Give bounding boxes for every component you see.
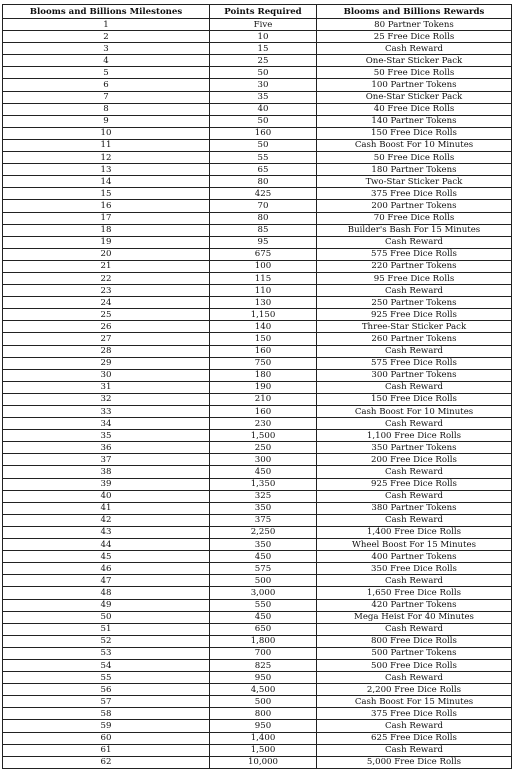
points-cell: 85 xyxy=(210,224,317,236)
milestone-cell: 17 xyxy=(3,212,210,224)
milestone-cell: 36 xyxy=(3,442,210,454)
milestone-cell: 49 xyxy=(3,599,210,611)
reward-cell: 375 Free Dice Rolls xyxy=(317,188,512,200)
reward-cell: Two-Star Sticker Pack xyxy=(317,176,512,188)
table-row xyxy=(3,406,512,418)
table-row xyxy=(3,333,512,345)
milestone-cell: 61 xyxy=(3,744,210,756)
table-row xyxy=(3,478,512,490)
table-row xyxy=(3,188,512,200)
reward-cell: 350 Partner Tokens xyxy=(317,442,512,454)
table-row xyxy=(3,611,512,623)
points-cell: 190 xyxy=(210,381,317,393)
milestone-cell: 9 xyxy=(3,115,210,127)
reward-cell: Cash Reward xyxy=(317,575,512,587)
milestone-cell: 52 xyxy=(3,635,210,647)
table-row xyxy=(3,164,512,176)
table-row xyxy=(3,575,512,587)
table-row xyxy=(3,103,512,115)
milestone-cell: 47 xyxy=(3,575,210,587)
points-cell: 1,400 xyxy=(210,732,317,744)
reward-cell: 500 Free Dice Rolls xyxy=(317,659,512,671)
table-row xyxy=(3,381,512,393)
table-row xyxy=(3,696,512,708)
reward-cell: Cash Reward xyxy=(317,466,512,478)
table-row xyxy=(3,152,512,164)
milestone-cell: 8 xyxy=(3,103,210,115)
points-cell: 425 xyxy=(210,188,317,200)
milestone-cell: 46 xyxy=(3,563,210,575)
reward-cell: One-Star Sticker Pack xyxy=(317,91,512,103)
milestone-cell: 1 xyxy=(3,19,210,31)
reward-cell: 80 Partner Tokens xyxy=(317,19,512,31)
milestone-cell: 28 xyxy=(3,345,210,357)
table-row xyxy=(3,321,512,333)
table-row xyxy=(3,43,512,55)
table-row xyxy=(3,91,512,103)
milestone-cell: 22 xyxy=(3,272,210,284)
reward-cell: Cash Boost For 10 Minutes xyxy=(317,406,512,418)
reward-cell: 575 Free Dice Rolls xyxy=(317,357,512,369)
milestone-cell: 20 xyxy=(3,248,210,260)
reward-cell: 180 Partner Tokens xyxy=(317,164,512,176)
points-cell: 4,500 xyxy=(210,684,317,696)
table-row xyxy=(3,720,512,732)
points-cell: 80 xyxy=(210,176,317,188)
points-cell: 250 xyxy=(210,442,317,454)
points-cell: 130 xyxy=(210,297,317,309)
points-cell: 1,350 xyxy=(210,478,317,490)
table-row xyxy=(3,285,512,297)
milestone-cell: 60 xyxy=(3,732,210,744)
points-cell: 160 xyxy=(210,127,317,139)
points-cell: 575 xyxy=(210,563,317,575)
reward-cell: 400 Partner Tokens xyxy=(317,551,512,563)
milestone-cell: 42 xyxy=(3,514,210,526)
table-row xyxy=(3,684,512,696)
milestone-cell: 41 xyxy=(3,502,210,514)
milestone-cell: 3 xyxy=(3,43,210,55)
points-cell: 450 xyxy=(210,466,317,478)
milestone-cell: 50 xyxy=(3,611,210,623)
reward-cell: 70 Free Dice Rolls xyxy=(317,212,512,224)
points-cell: 50 xyxy=(210,115,317,127)
points-cell: 825 xyxy=(210,659,317,671)
table-row xyxy=(3,539,512,551)
milestone-cell: 55 xyxy=(3,672,210,684)
points-cell: 2,250 xyxy=(210,526,317,538)
table-row xyxy=(3,418,512,430)
points-cell: 50 xyxy=(210,67,317,79)
points-cell: 800 xyxy=(210,708,317,720)
table-row xyxy=(3,502,512,514)
reward-cell: Cash Reward xyxy=(317,236,512,248)
table-row xyxy=(3,551,512,563)
points-cell: 550 xyxy=(210,599,317,611)
points-cell: 15 xyxy=(210,43,317,55)
reward-cell: 925 Free Dice Rolls xyxy=(317,478,512,490)
points-cell: 150 xyxy=(210,333,317,345)
milestone-cell: 48 xyxy=(3,587,210,599)
table-row xyxy=(3,587,512,599)
reward-cell: Cash Reward xyxy=(317,285,512,297)
reward-cell: 100 Partner Tokens xyxy=(317,79,512,91)
points-cell: 210 xyxy=(210,393,317,405)
points-cell: 675 xyxy=(210,248,317,260)
points-cell: 160 xyxy=(210,345,317,357)
reward-cell: 150 Free Dice Rolls xyxy=(317,393,512,405)
milestone-cell: 37 xyxy=(3,454,210,466)
reward-cell: One-Star Sticker Pack xyxy=(317,55,512,67)
points-cell: 500 xyxy=(210,696,317,708)
points-cell: 180 xyxy=(210,369,317,381)
milestone-cell: 58 xyxy=(3,708,210,720)
milestone-cell: 33 xyxy=(3,406,210,418)
milestone-cell: 51 xyxy=(3,623,210,635)
milestone-cell: 45 xyxy=(3,551,210,563)
points-cell: 55 xyxy=(210,152,317,164)
points-cell: 950 xyxy=(210,720,317,732)
milestone-cell: 10 xyxy=(3,127,210,139)
points-cell: 10 xyxy=(210,31,317,43)
milestone-cell: 25 xyxy=(3,309,210,321)
reward-cell: Cash Reward xyxy=(317,490,512,502)
points-cell: 350 xyxy=(210,539,317,551)
table-row xyxy=(3,708,512,720)
table-row xyxy=(3,599,512,611)
reward-cell: 1,100 Free Dice Rolls xyxy=(317,430,512,442)
points-cell: 1,500 xyxy=(210,430,317,442)
table-row xyxy=(3,635,512,647)
points-cell: 160 xyxy=(210,406,317,418)
table-row xyxy=(3,212,512,224)
milestone-cell: 11 xyxy=(3,139,210,151)
table-row xyxy=(3,236,512,248)
reward-cell: Three-Star Sticker Pack xyxy=(317,321,512,333)
milestone-cell: 43 xyxy=(3,526,210,538)
points-cell: 70 xyxy=(210,200,317,212)
reward-cell: 380 Partner Tokens xyxy=(317,502,512,514)
reward-cell: Cash Reward xyxy=(317,345,512,357)
points-cell: 350 xyxy=(210,502,317,514)
table-row xyxy=(3,67,512,79)
milestone-cell: 53 xyxy=(3,647,210,659)
points-cell: 375 xyxy=(210,514,317,526)
points-cell: 1,800 xyxy=(210,635,317,647)
table-row xyxy=(3,115,512,127)
reward-cell: 50 Free Dice Rolls xyxy=(317,67,512,79)
reward-cell: Cash Reward xyxy=(317,381,512,393)
reward-cell: 50 Free Dice Rolls xyxy=(317,152,512,164)
table-row xyxy=(3,176,512,188)
reward-cell: 2,200 Free Dice Rolls xyxy=(317,684,512,696)
milestone-cell: 54 xyxy=(3,659,210,671)
table-row xyxy=(3,369,512,381)
milestone-cell: 32 xyxy=(3,393,210,405)
points-cell: 140 xyxy=(210,321,317,333)
table-row xyxy=(3,272,512,284)
table-row xyxy=(3,139,512,151)
milestone-cell: 21 xyxy=(3,260,210,272)
milestone-cell: 5 xyxy=(3,67,210,79)
reward-cell: 220 Partner Tokens xyxy=(317,260,512,272)
milestones-sheet xyxy=(2,4,511,769)
milestones-table xyxy=(2,4,512,769)
table-row xyxy=(3,490,512,502)
reward-cell: Cash Boost For 10 Minutes xyxy=(317,139,512,151)
table-row xyxy=(3,345,512,357)
points-cell: 950 xyxy=(210,672,317,684)
table-row xyxy=(3,127,512,139)
table-row xyxy=(3,224,512,236)
milestone-cell: 35 xyxy=(3,430,210,442)
milestone-cell: 4 xyxy=(3,55,210,67)
reward-cell: 5,000 Free Dice Rolls xyxy=(317,756,512,768)
milestone-cell: 31 xyxy=(3,381,210,393)
reward-cell: 375 Free Dice Rolls xyxy=(317,708,512,720)
reward-cell: Cash Reward xyxy=(317,720,512,732)
reward-cell: Cash Reward xyxy=(317,43,512,55)
table-row xyxy=(3,200,512,212)
milestone-cell: 18 xyxy=(3,224,210,236)
table-row xyxy=(3,260,512,272)
milestone-cell: 34 xyxy=(3,418,210,430)
milestone-cell: 14 xyxy=(3,176,210,188)
table-row xyxy=(3,623,512,635)
reward-cell: 200 Partner Tokens xyxy=(317,200,512,212)
milestone-cell: 23 xyxy=(3,285,210,297)
points-cell: 100 xyxy=(210,260,317,272)
milestone-cell: 13 xyxy=(3,164,210,176)
milestone-cell: 12 xyxy=(3,152,210,164)
reward-cell: 150 Free Dice Rolls xyxy=(317,127,512,139)
table-row xyxy=(3,357,512,369)
points-cell: 1,500 xyxy=(210,744,317,756)
reward-cell: Cash Reward xyxy=(317,744,512,756)
table-row xyxy=(3,732,512,744)
reward-cell: 250 Partner Tokens xyxy=(317,297,512,309)
table-row xyxy=(3,55,512,67)
points-cell: 35 xyxy=(210,91,317,103)
reward-cell: Cash Reward xyxy=(317,672,512,684)
milestone-cell: 30 xyxy=(3,369,210,381)
milestone-cell: 57 xyxy=(3,696,210,708)
milestone-cell: 40 xyxy=(3,490,210,502)
table-row xyxy=(3,430,512,442)
reward-cell: 575 Free Dice Rolls xyxy=(317,248,512,260)
points-cell: 80 xyxy=(210,212,317,224)
header-milestone: Blooms and Billions Milestones xyxy=(3,5,210,19)
table-row xyxy=(3,647,512,659)
milestone-cell: 56 xyxy=(3,684,210,696)
table-row xyxy=(3,248,512,260)
points-cell: 300 xyxy=(210,454,317,466)
points-cell: 450 xyxy=(210,611,317,623)
milestone-cell: 59 xyxy=(3,720,210,732)
header-reward: Blooms and Billions Rewards xyxy=(317,5,512,19)
reward-cell: 40 Free Dice Rolls xyxy=(317,103,512,115)
milestone-cell: 39 xyxy=(3,478,210,490)
reward-cell: 420 Partner Tokens xyxy=(317,599,512,611)
reward-cell: Cash Reward xyxy=(317,623,512,635)
milestone-cell: 44 xyxy=(3,539,210,551)
reward-cell: 625 Free Dice Rolls xyxy=(317,732,512,744)
reward-cell: Wheel Boost For 15 Minutes xyxy=(317,539,512,551)
milestone-cell: 27 xyxy=(3,333,210,345)
reward-cell: 140 Partner Tokens xyxy=(317,115,512,127)
points-cell: Five xyxy=(210,19,317,31)
reward-cell: 300 Partner Tokens xyxy=(317,369,512,381)
points-cell: 50 xyxy=(210,139,317,151)
table-row xyxy=(3,442,512,454)
points-cell: 115 xyxy=(210,272,317,284)
table-row xyxy=(3,659,512,671)
table-row xyxy=(3,563,512,575)
milestone-cell: 26 xyxy=(3,321,210,333)
points-cell: 95 xyxy=(210,236,317,248)
milestone-cell: 19 xyxy=(3,236,210,248)
reward-cell: Cash Reward xyxy=(317,514,512,526)
table-body xyxy=(3,19,512,769)
reward-cell: Cash Reward xyxy=(317,418,512,430)
milestone-cell: 29 xyxy=(3,357,210,369)
points-cell: 500 xyxy=(210,575,317,587)
points-cell: 3,000 xyxy=(210,587,317,599)
header-row xyxy=(3,5,512,19)
points-cell: 40 xyxy=(210,103,317,115)
milestone-cell: 24 xyxy=(3,297,210,309)
reward-cell: Cash Boost For 15 Minutes xyxy=(317,696,512,708)
table-row xyxy=(3,756,512,768)
table-row xyxy=(3,393,512,405)
milestone-cell: 15 xyxy=(3,188,210,200)
table-row xyxy=(3,672,512,684)
points-cell: 65 xyxy=(210,164,317,176)
milestone-cell: 62 xyxy=(3,756,210,768)
table-row xyxy=(3,454,512,466)
reward-cell: 95 Free Dice Rolls xyxy=(317,272,512,284)
reward-cell: 800 Free Dice Rolls xyxy=(317,635,512,647)
points-cell: 110 xyxy=(210,285,317,297)
milestone-cell: 38 xyxy=(3,466,210,478)
reward-cell: 500 Partner Tokens xyxy=(317,647,512,659)
points-cell: 30 xyxy=(210,79,317,91)
points-cell: 750 xyxy=(210,357,317,369)
header-points: Points Required xyxy=(210,5,317,19)
points-cell: 450 xyxy=(210,551,317,563)
reward-cell: 25 Free Dice Rolls xyxy=(317,31,512,43)
points-cell: 25 xyxy=(210,55,317,67)
table-row xyxy=(3,79,512,91)
reward-cell: Builder's Bash For 15 Minutes xyxy=(317,224,512,236)
table-row xyxy=(3,309,512,321)
table-row xyxy=(3,466,512,478)
table-row xyxy=(3,514,512,526)
milestone-cell: 7 xyxy=(3,91,210,103)
points-cell: 700 xyxy=(210,647,317,659)
table-row xyxy=(3,526,512,538)
table-row xyxy=(3,744,512,756)
milestone-cell: 6 xyxy=(3,79,210,91)
reward-cell: 1,650 Free Dice Rolls xyxy=(317,587,512,599)
reward-cell: 200 Free Dice Rolls xyxy=(317,454,512,466)
table-row xyxy=(3,31,512,43)
table-row xyxy=(3,19,512,31)
table-row xyxy=(3,297,512,309)
reward-cell: 1,400 Free Dice Rolls xyxy=(317,526,512,538)
reward-cell: 350 Free Dice Rolls xyxy=(317,563,512,575)
points-cell: 10,000 xyxy=(210,756,317,768)
reward-cell: 260 Partner Tokens xyxy=(317,333,512,345)
milestone-cell: 16 xyxy=(3,200,210,212)
reward-cell: Mega Heist For 40 Minutes xyxy=(317,611,512,623)
points-cell: 650 xyxy=(210,623,317,635)
points-cell: 1,150 xyxy=(210,309,317,321)
points-cell: 230 xyxy=(210,418,317,430)
milestone-cell: 2 xyxy=(3,31,210,43)
points-cell: 325 xyxy=(210,490,317,502)
reward-cell: 925 Free Dice Rolls xyxy=(317,309,512,321)
